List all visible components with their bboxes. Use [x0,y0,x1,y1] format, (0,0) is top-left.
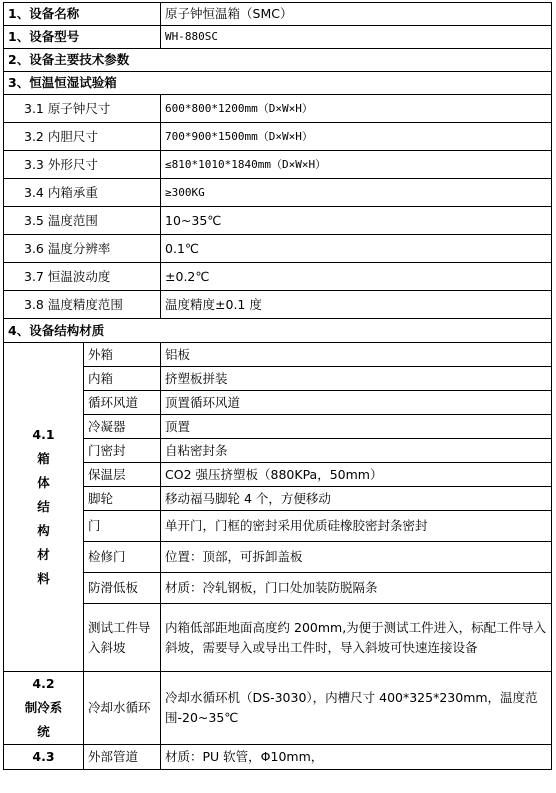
spec-value: 0.1℃ [161,235,552,263]
spec-value: ≤810*1010*1840mm（D×W×H） [161,151,552,179]
structure-part: 外箱 [84,343,161,367]
spec-row [4,263,552,291]
section-header-row [4,49,552,72]
spec-value: ≥300KG [161,179,552,207]
structure-row [4,604,552,672]
spec-label: 3.3 外形尺寸 [4,151,161,179]
pipe-row [4,745,552,770]
spec-value: 温度精度±0.1 度 [161,291,552,319]
structure-part: 保温层 [84,463,161,487]
section-header-row [4,319,552,343]
structure-part: 检修门 [84,542,161,573]
group-title: 制冷系统 [24,700,63,739]
equipment-model-row [4,26,552,49]
section-header-row [4,72,552,95]
section-4-header: 4、设备结构材质 [4,319,552,343]
structure-part: 门密封 [84,439,161,463]
equipment-name-label: 1、设备名称 [4,3,161,26]
structure-row [4,415,552,439]
structure-part: 冷凝器 [84,415,161,439]
equipment-name-value: 原子钟恒温箱（SMC） [161,3,552,26]
spec-label: 3.2 内胆尺寸 [4,123,161,151]
structure-row [4,487,552,511]
structure-row [4,391,552,415]
structure-material: 材质：冷轧钢板，门口处加装防脱隔条 [161,573,552,604]
spec-table [3,2,552,770]
spec-row [4,235,552,263]
spec-value: ±0.2℃ [161,263,552,291]
structure-part: 冷却水循环 [84,672,161,745]
equipment-model-value: WH-880SC [161,26,552,49]
spec-value: 700*900*1500mm（D×W×H） [161,123,552,151]
spec-label: 3.6 温度分辨率 [4,235,161,263]
group-4-3-cell [4,745,84,770]
group-4-1-cell [4,343,84,672]
structure-part: 内箱 [84,367,161,391]
structure-row [4,439,552,463]
cooling-system-row [4,672,552,745]
group-title: 箱体结构材料 [37,451,50,586]
structure-material: 移动福马脚轮 4 个，方便移动 [161,487,552,511]
spec-row [4,123,552,151]
structure-part: 门 [84,511,161,542]
structure-row [4,511,552,542]
structure-part: 防滑低板 [84,573,161,604]
spec-label: 3.4 内箱承重 [4,179,161,207]
structure-row [4,573,552,604]
structure-material: 顶置 [161,415,552,439]
spec-label: 3.5 温度范围 [4,207,161,235]
spec-row [4,151,552,179]
structure-row [4,343,552,367]
structure-part: 循环风道 [84,391,161,415]
spec-row [4,291,552,319]
group-number: 4.1 [32,427,55,442]
spec-row [4,207,552,235]
structure-material: 铝板 [161,343,552,367]
spec-row [4,179,552,207]
structure-part: 测试工件导入斜坡 [84,604,161,672]
structure-part: 脚轮 [84,487,161,511]
spec-value: 600*800*1200mm（D×W×H） [161,95,552,123]
group-4-2-cell [4,672,84,745]
structure-material: 位置：顶部，可拆卸盖板 [161,542,552,573]
structure-part: 外部管道 [84,745,161,770]
structure-material: CO2 强压挤塑板（880KPa，50mm） [161,463,552,487]
spec-label: 3.8 温度精度范围 [4,291,161,319]
spec-value: 10~35℃ [161,207,552,235]
structure-material: 单开门，门框的密封采用优质硅橡胶密封条密封 [161,511,552,542]
spec-label: 3.7 恒温波动度 [4,263,161,291]
structure-material: 内箱低部距地面高度约 200mm,为便于测试工件进入，标配工件导入斜坡，需要导入或导出工件时，导入斜坡可快速连接设备 [161,604,552,672]
group-number: 4.3 [32,749,55,764]
spec-row [4,95,552,123]
structure-material: 自粘密封条 [161,439,552,463]
spec-label: 3.1 原子钟尺寸 [4,95,161,123]
section-2-header: 2、设备主要技术参数 [4,49,552,72]
structure-material: 挤塑板拼装 [161,367,552,391]
equipment-name-row [4,3,552,26]
equipment-model-label: 1、设备型号 [4,26,161,49]
structure-row [4,542,552,573]
structure-material: 顶置循环风道 [161,391,552,415]
structure-material: 冷却水循环机（DS-3030），内槽尺寸 400*325*230mm，温度范围-20~35℃ [161,672,552,745]
structure-material: 材质：PU 软管，Φ10mm， [161,745,552,770]
structure-row [4,463,552,487]
group-number: 4.2 [32,676,55,691]
section-3-header: 3、恒温恒湿试验箱 [4,72,552,95]
structure-row [4,367,552,391]
